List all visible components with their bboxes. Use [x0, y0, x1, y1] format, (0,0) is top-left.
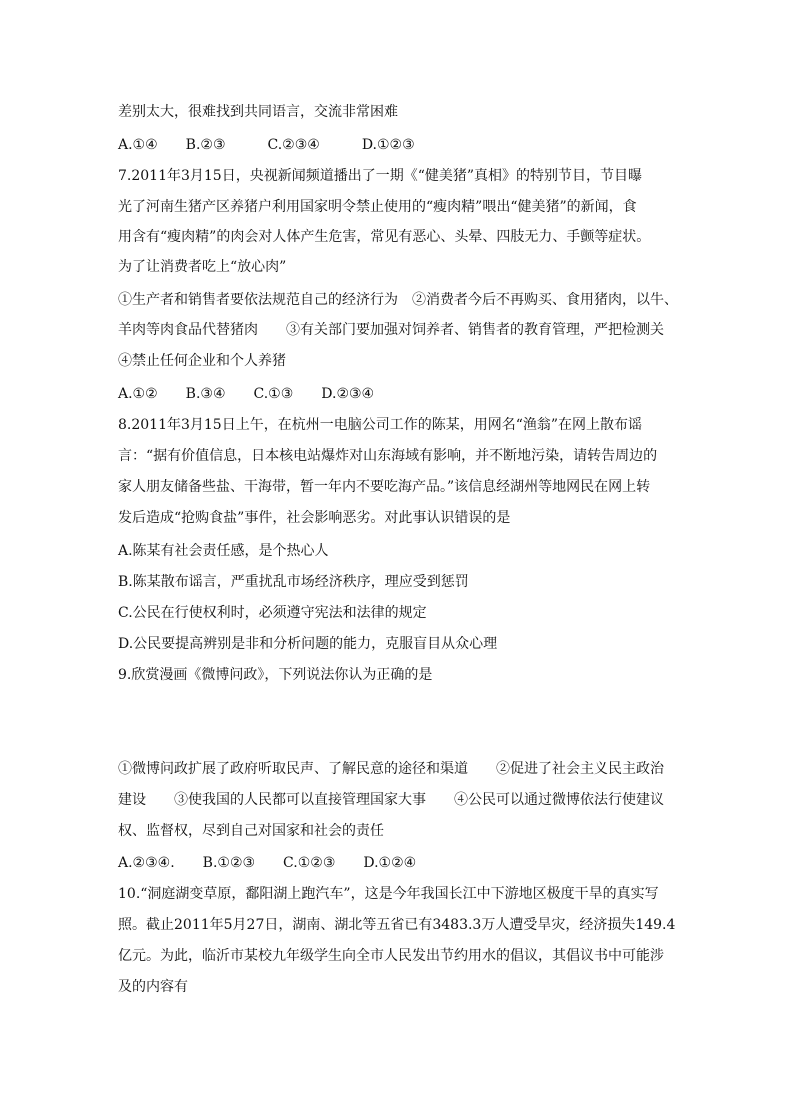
question-10-stem: 10.“洞庭湖变草原，鄱阳湖上跑汽车”，这是今年我国长江中下游地区极度干旱的真实写	[118, 886, 659, 902]
text-line: 及的内容有	[118, 979, 188, 995]
text-line: 为了让消费者吃上“放心肉”	[118, 259, 287, 275]
text-line: 亿元。为此，临沂市某校九年级学生向全市人民发出节约用水的倡议，其倡议书中可能涉	[118, 948, 664, 964]
answer-options: A.②③④. B.①②③ C.①②③ D.①②④	[118, 855, 417, 871]
text-line: 照。截止2011年5月27日，湖南、湖北等五省已有3483.3万人遭受旱灾，经济损失149.4	[118, 917, 676, 933]
question-7-stem: 7.2011年3月15日，央视新闻频道播出了一期《“健美猪”真相》的特别节目，节目曝	[118, 168, 643, 184]
answer-options: A.①② B.③④ C.①③ D.②③④	[118, 386, 375, 402]
text-line: 光了河南生猪产区养猪户利用国家明令禁止使用的“瘦肉精”喂出“健美猪”的新闻，食	[118, 199, 637, 215]
text-line: 言：“据有价值信息，日本核电站爆炸对山东海域有影响，并不断地污染，请转告周边的	[118, 448, 658, 464]
text-line: ①生产者和销售者要依法规范自己的经济行为 ②消费者今后不再购买、食用猪肉，以牛、	[118, 292, 678, 308]
text-line: 羊肉等肉食品代替猪肉 ③有关部门要加强对饲养者、销售者的教育管理，严把检测关	[118, 322, 664, 338]
text-line: 差别太大，很难找到共同语言，交流非常困难	[118, 104, 398, 120]
text-line: 家人朋友储备些盐、干海带，暂一年内不要吃海产品。”该信息经湖州等地网民在网上转	[118, 479, 651, 495]
option-c: C.公民在行使权利时，必须遵守宪法和法律的规定	[118, 605, 427, 621]
text-line: ①微博问政扩展了政府听取民声、了解民意的途径和渠道 ②促进了社会主义民主政治	[118, 761, 664, 777]
text-line: 用含有“瘦肉精”的肉会对人体产生危害，常见有恶心、头晕、四肢无力、手颤等症状。	[118, 229, 651, 245]
question-8-stem: 8.2011年3月15日上午，在杭州一电脑公司工作的陈某，用网名“渔翁”在网上散布谣	[118, 417, 643, 433]
option-a: A.陈某有社会责任感，是个热心人	[118, 543, 329, 559]
option-b: B.陈某散布谣言，严重扰乱市场经济秩序，理应受到惩罚	[118, 574, 469, 590]
text-line: 建设 ③使我国的人民都可以直接管理国家大事 ④公民可以通过微博依法行使建议	[118, 792, 664, 808]
answer-options: A.①④ B.②③ C.②③④ D.①②③	[118, 137, 415, 153]
text-line: ④禁止任何企业和个人养猪	[118, 353, 286, 369]
text-line: 权、监督权，尽到自己对国家和社会的责任	[118, 823, 384, 839]
option-d: D.公民要提高辨别是非和分析问题的能力，克服盲目从众心理	[118, 636, 498, 652]
text-line: 发后造成“抢购食盐”事件，社会影响恶劣。对此事认识错误的是	[118, 510, 511, 526]
question-9-stem: 9.欣赏漫画《微博问政》，下列说法你认为正确的是	[118, 667, 433, 683]
